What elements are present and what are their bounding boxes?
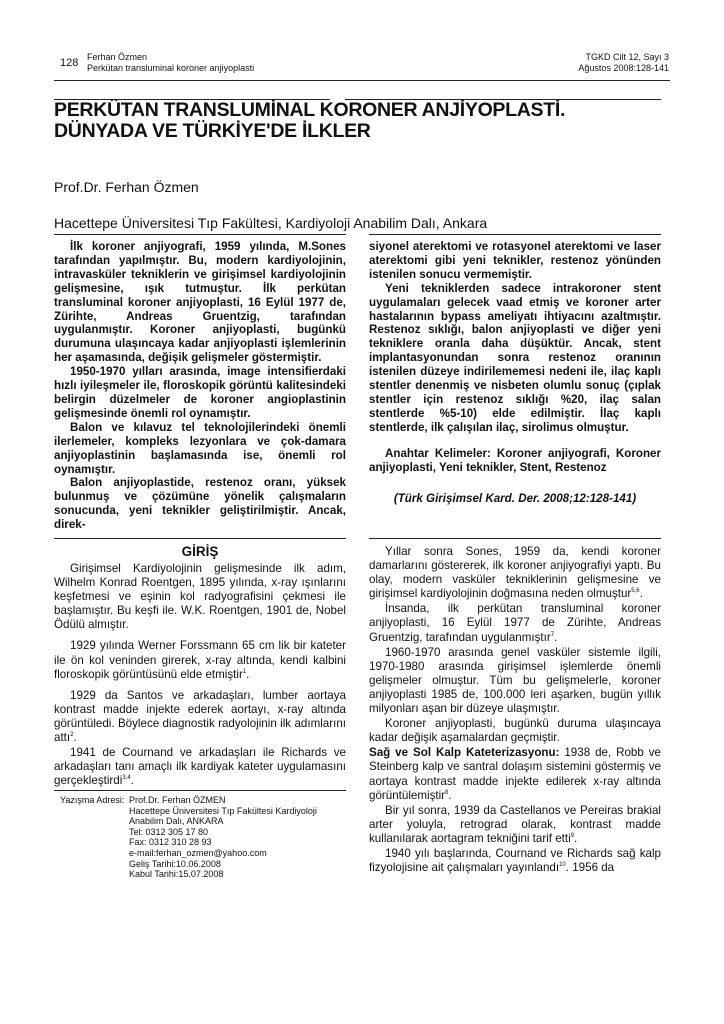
body-left-column [54,562,346,789]
header-issue: Ağustos 2008:128-141 [578,63,669,73]
reference-mark: 9 [570,833,575,840]
reference-mark: 8 [445,789,449,796]
abstract-left-column [54,240,346,532]
body-right-column [369,545,661,876]
body-paragraph: 1941 de Cournand ve arkadaşları ile Richards ve arkadaşları tanı amaçlı ilk kardiyak kateter uygulamasını gerçekleştirdi$^{3,4}$. [54,746,346,788]
reference-mark: 3,4 [122,775,131,782]
header-author: Ferhan Özmen [87,52,148,62]
body-paragraph: 1940 yılı başlarında, Cournand ve Richards sağ kalp fizyolojisine ait çalışmaları yayınlandı$^{10}$. 1956 da [369,846,661,875]
reference-mark: 10 [559,862,566,869]
title-line-2: DÜNYADA VE TÜRKİYE'DE İLKLER [54,120,371,142]
body-paragraph: Girişimsel Kardiyolojinin gelişmesinde ilk adım, Wilhelm Konrad Roentgen, 1895 yılında, x-ray ışınlarını keşfetmesi ve eşinin kol radyografisini çekmesi ile başlamıştır. Bu keşfi ile. W.K. Roentgen, 1901 de, Nobel Ödülü almıştır. [54,562,346,632]
reference-mark: 7 [550,631,555,638]
header-running-title: Perkütan transluminal koroner anjiyoplasti [87,63,255,73]
running-header-right [578,52,669,74]
reference-mark: 2 [70,732,74,739]
author-name: Prof.Dr. Ferhan Özmen [54,179,199,195]
header-journal: TGKD Cilt 12, Sayı 3 [585,52,669,62]
body-paragraph: 1929 yılında Werner Forssmann 65 cm lik bir kateter ile ön kol veninden girerek, x-ray altında, kendi kalbini floroskopik görüntüsünü elde etmiştir$^1$. [54,639,346,681]
affiliation-rule-left [54,234,346,235]
page-number: 128 [60,57,79,69]
correspondence-line: Hacettepe Üniversitesi Tıp Fakültesi Kardiyoloji [129,805,317,816]
correspondence-line: Tel: 0312 305 17 80 [129,826,209,837]
correspondence-line: Prof.Dr. Ferhan ÖZMEN [129,795,226,805]
title-line-1: PERKÜTAN TRANSLUMİNAL KORONER ANJİYOPLASTİ. [54,99,566,121]
reference-mark: 5,6 [631,588,640,595]
giris-rule-left [54,538,346,539]
article-title [54,100,674,142]
affiliation-rule-right [369,234,661,235]
abstract-right-column [369,240,661,505]
correspondence-line: Geliş Tarihi:10.06.2008 [129,858,221,869]
correspondence-line: Fax: 0312 310 28 93 [129,837,212,848]
affiliation: Hacettepe Üniversitesi Tıp Fakültesi, Kardiyoloji Anabilim Dalı, Ankara [54,215,488,231]
citation: (Türk Girişimsel Kard. Der. 2008;12:128-141) [393,491,637,505]
correspondence-rule [54,790,346,791]
reference-mark: 1 [242,668,247,675]
body-paragraph: İnsanda, ilk perkütan transluminal koroner anjiyoplasti, 16 Eylül 1977 de Zürihte, Andreas Gruentzig, tarafından uygulanmıştır$^7$. [369,602,661,644]
body-paragraph: Sağ ve Sol Kalp Kateterizasyonu: 1938 de, Robb ve Steinberg kalp ve santral dolaşım sistemini göstermiş ve aortaya kontrast madde injekte edilerek x-ray altında görüntülemiştir$^8$. [369,746,661,802]
abstract-paragraph: 1950-1970 yılları arasında, image intensifierdaki hızlı iyileşmeler ile, floroskopik görüntü kalitesindeki belirgin düzelmeler de koroner angioplastinin gelişmesinde önemli rol oynamıştır. [54,365,346,420]
abstract-paragraph: Balon ve kılavuz tel teknolojilerindeki önemli ilerlemeler, kompleks lezyonlara ve çok-damara anjiyoplastinin başlamasında ise, önemli rol oynamıştır. [54,420,346,476]
correspondence-line: Anabilim Dalı, ANKARA [129,816,224,827]
giris-rule-right [369,538,661,539]
keywords: Anahtar Kelimeler: Koroner anjiyografi, Koroner anjiyoplasti, Yeni teknikler, Stent, Restenoz [369,446,661,474]
correspondence-line: Kabul Tarihi:15.07.2008 [129,869,224,880]
header-rule [54,80,670,81]
abstract-paragraph: Yeni tekniklerden sadece intrakoroner stent uygulamaları gelecek vaad etmiş ve koroner arter hastalarının bypass ameliyatı ihtiyacını azaltmıştır. Restenoz sıklığı, balon anjiyoplasti ve diğer yeni tekniklere oranla daha düşüktür. Ancak, stent implantasyonundan sonra restenoz oranının istenilen düzeye indirilememesi nedeni ile, ilaç kaplı stentler denenmiş ve nisbeten olumlu sonuç (çıplak stentler için restenoz sıklığı %20, ilaç salan stentlerde %5-10) elde edilmiştir. İlaç kaplı stentlerde, ilk çalışılan ilaç, sirolimus olmuştur. [369,281,661,434]
abstract-paragraph: Balon anjiyoplastide, restenoz oranı, yüksek bulunmuş ve çözümüne yönelik çalışmaların sonucunda, yeni teknikler geliştirilmiştir. Ancak, direk- [54,476,346,532]
body-paragraph: Yıllar sonra Sones, 1959 da, kendi koroner damarlarını göstererek, ilk koroner anjiyografiyi yaptı. Bu olay, modern vasküler tekniklerinin gelişmesine ve girişimsel kardiyolojinin doğmasına neden olmuştur$^{5,6}$. [369,545,661,601]
body-paragraph: 1960-1970 arasında genel vasküler sistemle ilgili, 1970-1980 arasında girişimsel işlemlerde önemli gelişmeler olmuştur. Tüm bu gelişmelerle, koroner anjiyoplasti 1985 de, 100.000 leri aşarken, bugün yıllık milyonları aşan bir düzeye ulaşmıştır. [369,645,661,716]
abstract-paragraph: siyonel aterektomi ve rotasyonel aterektomi ve laser aterektomi gibi yeni teknikler, restenoz yönünden istenilen sonucu vermemiştir. [369,240,661,281]
abstract-paragraph: İlk koroner anjiyografi, 1959 yılında, M.Sones tarafından yapılmıştır. Bu, modern kardiyolojinin, intravasküler tekniklerin ve girişimsel kardiyolojinin gelişmesine, ışık tutmuştur. İlk perkütan transluminal koroner anjiyoplasti, 16 Eylül 1977 de, Zürihte, Andreas Gruentzig, tarafından uygulanmıştır. Koroner anjiyoplasti, bugünkü durumuna ulaşıncaya kadar anjiyoplasti işlemlerinin her aşamasında, değişik gelişmeler göstermiştir. [54,240,346,365]
section-heading-giris: GİRİŞ [181,544,219,559]
correspondence-label: Yazışma Adresi: [60,795,125,805]
correspondence-email: e-mail:ferhan_ozmen@yahoo.com [129,847,267,858]
body-paragraph: 1929 da Santos ve arkadaşları, lumber aortaya kontrast madde injekte ederek aortayı, x-ray altında görüntüledi. Böylece diagnostik radyolojinin ilk adımlarını attı$^2$. [54,688,346,745]
subsection-heading: Sağ ve Sol Kalp Kateterizasyonu: [369,746,560,760]
body-paragraph: Koroner anjiyoplasti, bugünkü duruma ulaşıncaya kadar değişik aşamalardan geçmiştir. [369,717,661,745]
body-paragraph: Bir yıl sonra, 1939 da Castellanos ve Pereiras brakial arter yoluyla, retrograd olarak, kontrast madde kullanılarak aortagram tekniğini tarif etti$^9$. [369,803,661,845]
